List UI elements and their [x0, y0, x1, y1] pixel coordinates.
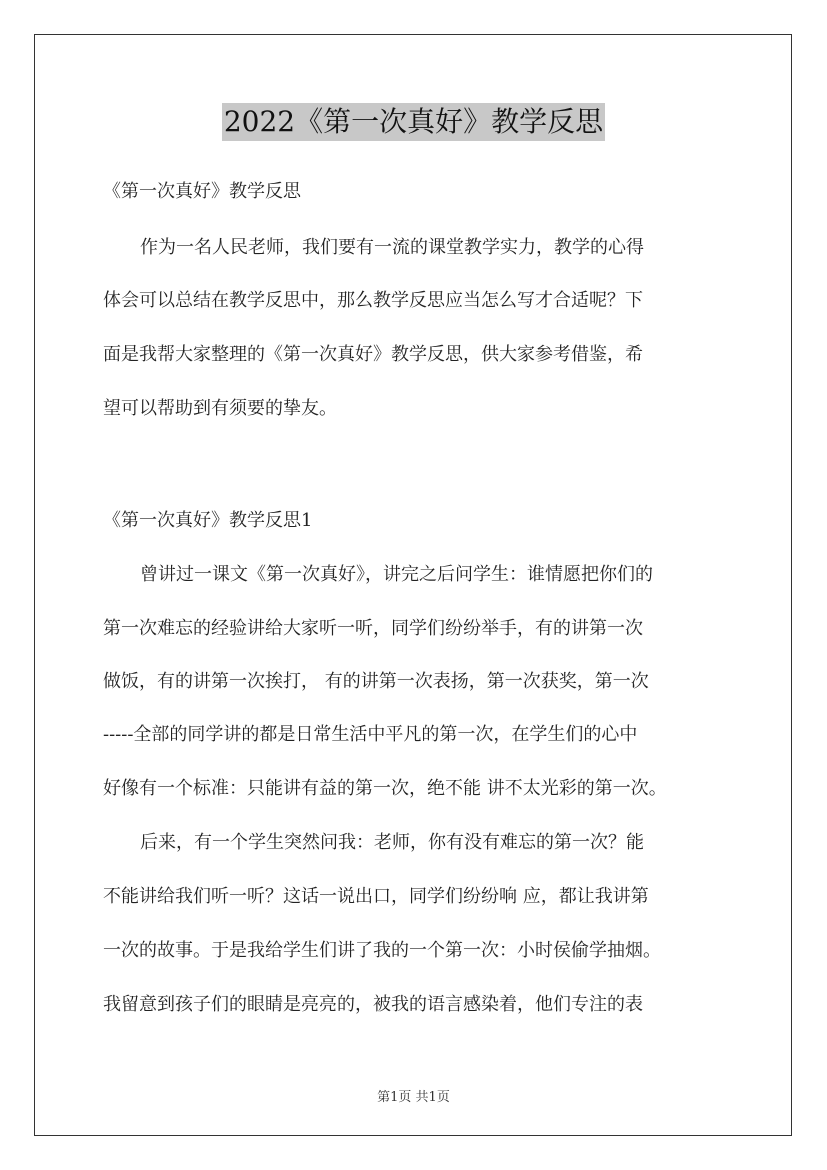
text-line: 曾讲过一课文《第一次真好》，讲完之后问学生：谁情愿把你们的	[140, 564, 653, 585]
text-line: 第一次难忘的经验讲给大家听一听，同学们纷纷举手，有的讲第一次	[103, 618, 643, 639]
text-line: 作为一名人民老师，我们要有一流的课堂教学实力，教学的心得	[140, 237, 644, 258]
text-line: 我留意到孩子们的眼睛是亮亮的，被我的语言感染着，他们专注的表	[103, 994, 643, 1015]
text-line: 一次的故事。于是我给学生们讲了我的一个第一次：小时侯偷学抽烟。	[103, 940, 661, 961]
document-subtitle: 《第一次真好》教学反思	[103, 181, 301, 202]
document-title-wrap	[0, 103, 827, 141]
text-line: -----全部的同学讲的都是日常生活中平凡的第一次，在学生们的心中	[103, 724, 638, 745]
section-heading: 《第一次真好》教学反思1	[103, 510, 313, 531]
text-line: 体会可以总结在教学反思中，那么教学反思应当怎么写才合适呢？下	[103, 290, 643, 311]
document-title: 2022《第一次真好》教学反思	[222, 103, 605, 141]
text-line: 面是我帮大家整理的《第一次真好》教学反思，供大家参考借鉴，希	[103, 344, 643, 365]
text-line: 望可以帮助到有须要的挚友。	[103, 398, 337, 419]
page-number-footer: 第1页 共1页	[377, 1090, 450, 1105]
text-line: 后来，有一个学生突然问我：老师，你有没有难忘的第一次？能	[140, 832, 644, 853]
text-line: 好像有一个标准：只能讲有益的第一次，绝不能 讲不太光彩的第一次。	[103, 778, 667, 799]
text-line: 不能讲给我们听一听？这话一说出口，同学们纷纷响 应，都让我讲第	[103, 886, 649, 907]
text-line: 做饭，有的讲第一次挨打， 有的讲第一次表扬，第一次获奖，第一次	[103, 671, 649, 692]
